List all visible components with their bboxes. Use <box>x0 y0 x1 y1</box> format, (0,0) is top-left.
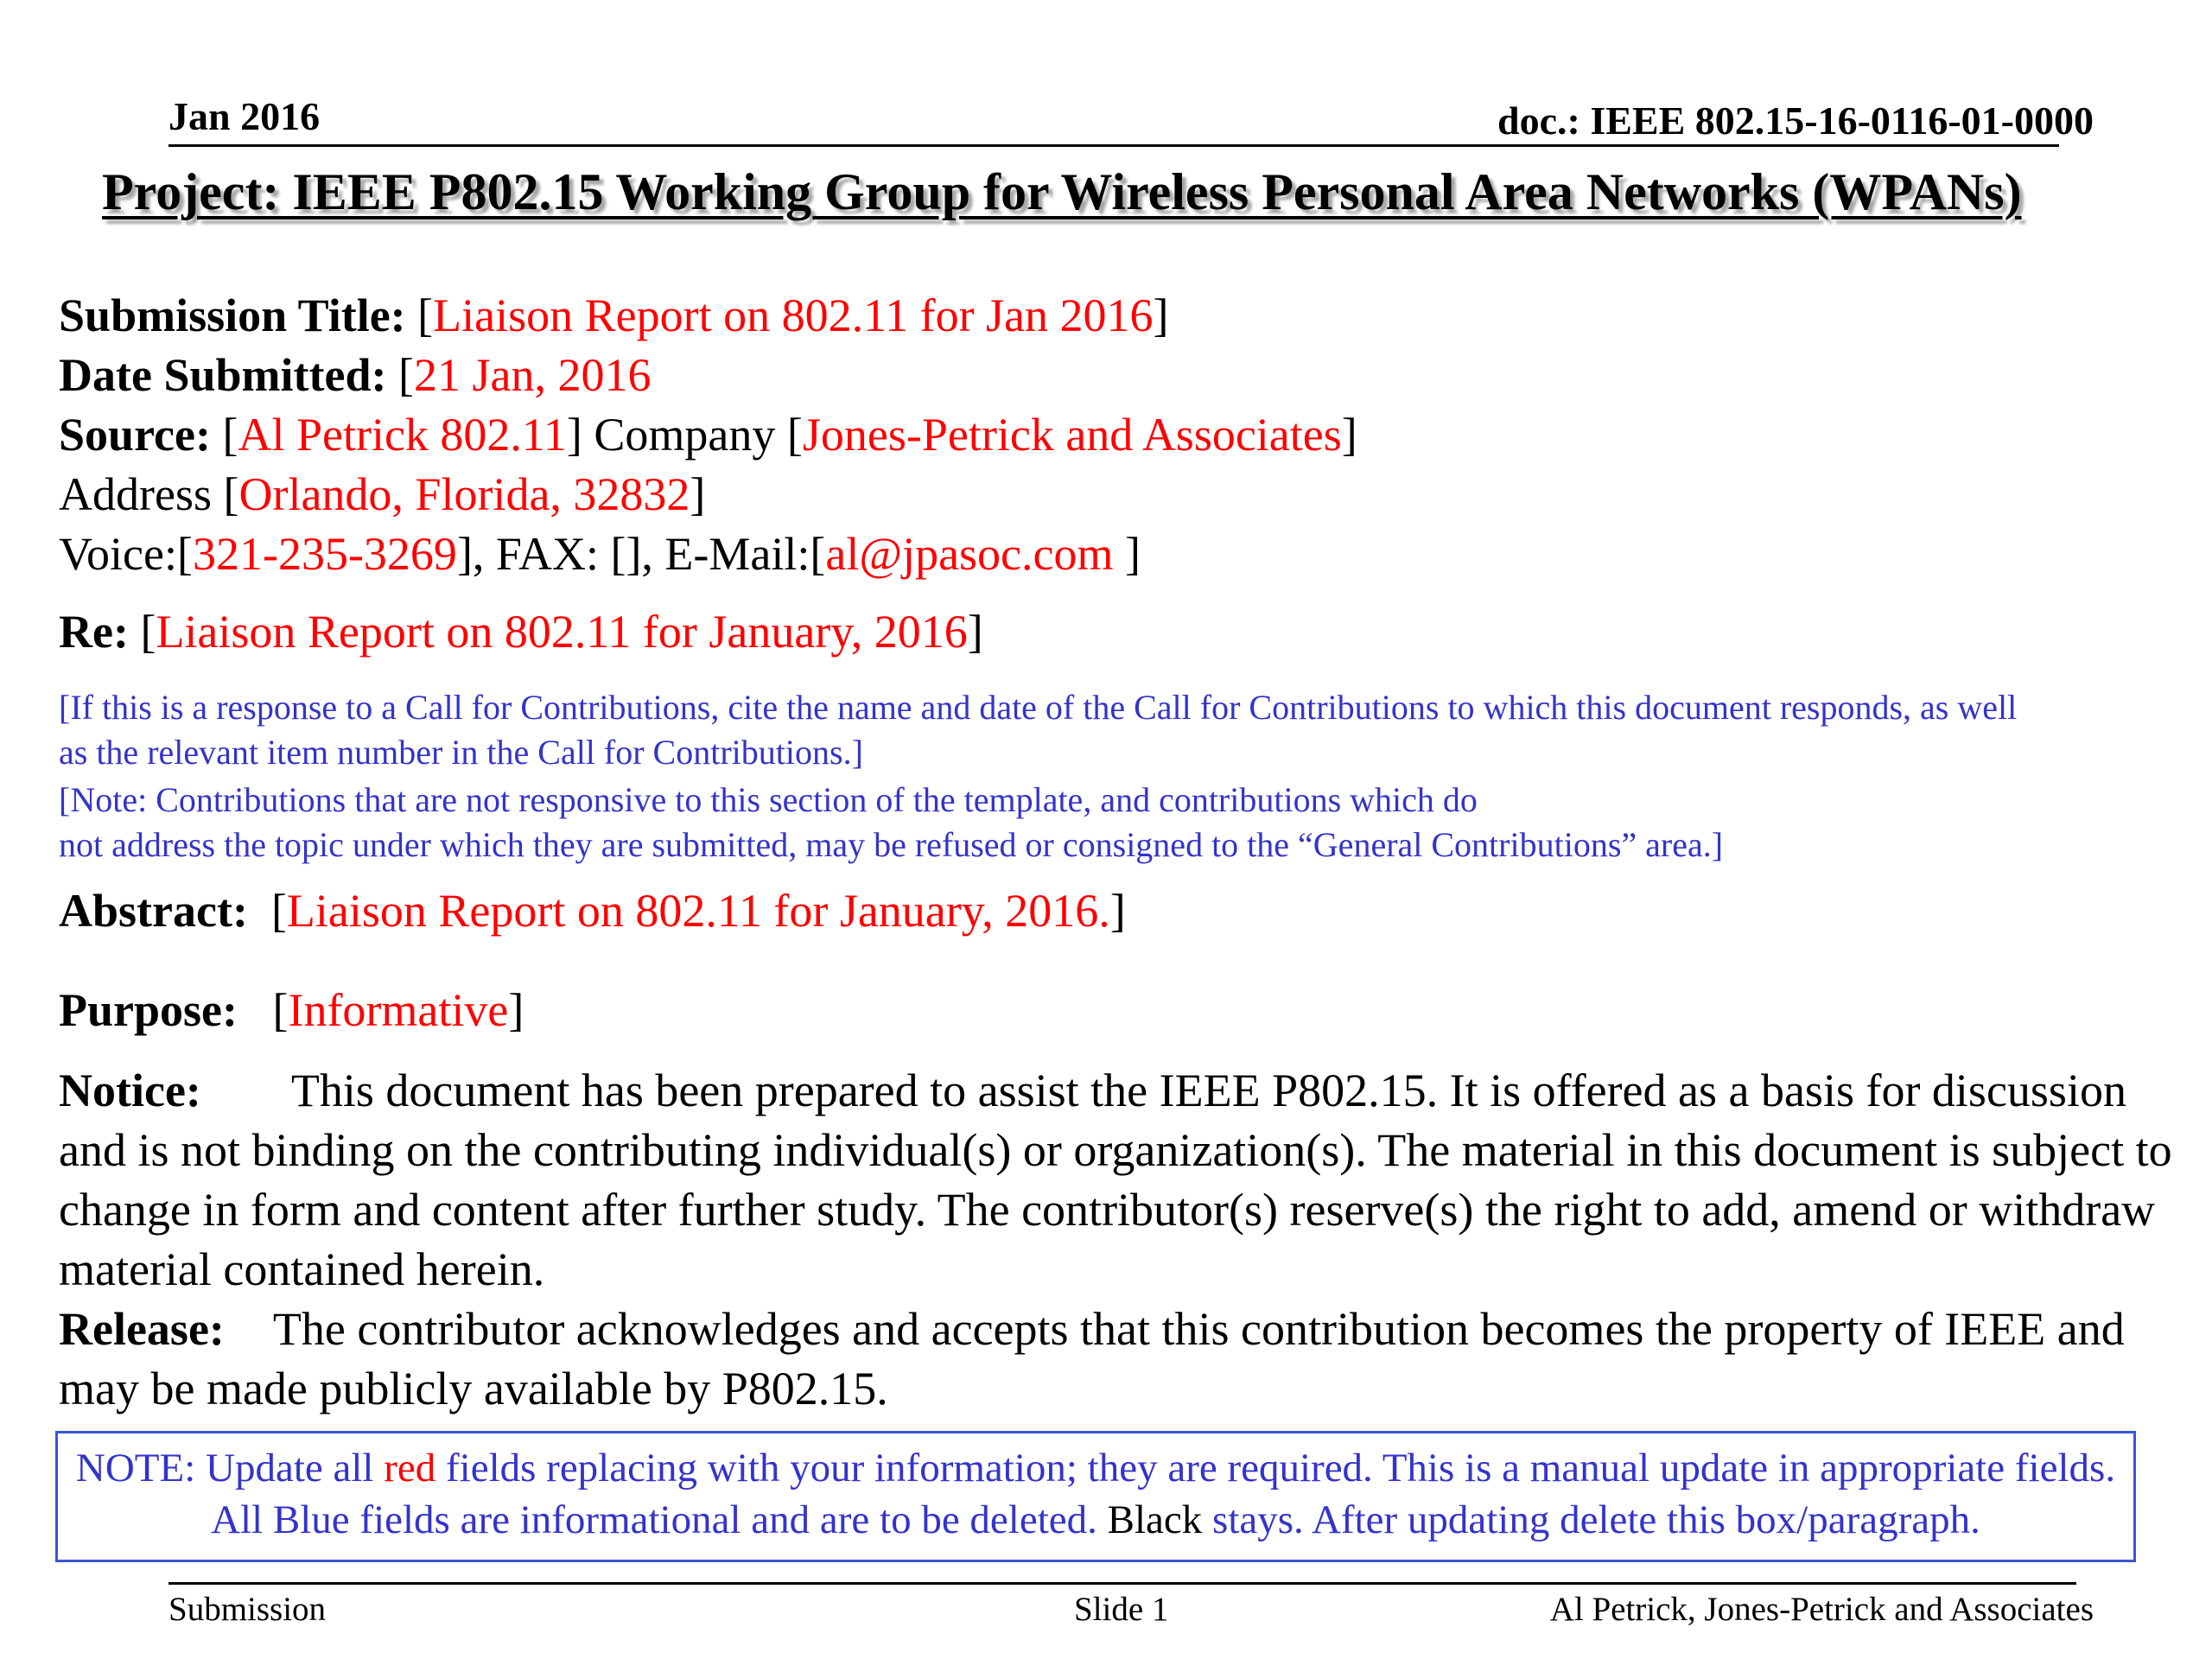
instruction-line-2: as the relevant item number in the Call for Contributions.] <box>59 733 863 772</box>
address-value[interactable]: Orlando, Florida, 32832 <box>238 468 690 520</box>
instruction-line-1: [If this is a response to a Call for Contributions, cite the name and date of the Call for Contributions to which this document responds, as well <box>59 688 2018 727</box>
source-name[interactable]: Al Petrick 802.11 <box>238 409 567 461</box>
submission-title-value[interactable]: Liaison Report on 802.11 for Jan 2016 <box>433 289 1154 341</box>
note-line-1: [Note: Contributions that are not responsive to this section of the template, and contributions which do <box>59 780 1478 819</box>
address-line: Address [Orlando, Florida, 32832] <box>59 468 706 520</box>
note-box-red-word: red <box>384 1446 436 1491</box>
project-title: Project: IEEE P802.15 Working Group for Wireless Personal Area Networks (WPANs) <box>102 163 2022 220</box>
address-label: Address <box>59 468 212 520</box>
purpose-label: Purpose: <box>59 984 238 1036</box>
submission-title-line: Submission Title: [Liaison Report on 802.11 for Jan 2016] <box>59 289 1169 341</box>
source-line: Source: [Al Petrick 802.11] Company [Jones-Petrick and Associates] <box>59 409 1357 461</box>
footer-author: Al Petrick, Jones-Petrick and Associates <box>1549 1591 2094 1628</box>
email-label: E-Mail: <box>664 528 810 580</box>
re-label: Re: <box>59 606 129 658</box>
abstract-line: Abstract: [Liaison Report on 802.11 for January, 2016.] <box>59 885 1126 937</box>
footer-rule <box>168 1582 2076 1585</box>
footer-slide-number: Slide 1 <box>1074 1591 1169 1628</box>
source-label: Source: <box>59 409 211 461</box>
company-label: Company <box>594 409 776 461</box>
fax-label: FAX: <box>495 528 599 580</box>
abstract-value[interactable]: Liaison Report on 802.11 for January, 2016. <box>286 885 1110 937</box>
voice-label: Voice: <box>59 528 177 580</box>
note-box-black-word: Black <box>1107 1497 1203 1542</box>
release-paragraph <box>59 1300 2202 1419</box>
submission-title-label: Submission Title: <box>59 289 406 341</box>
header-rule <box>168 144 2059 147</box>
company-value[interactable]: Jones-Petrick and Associates <box>802 409 1342 461</box>
release-text: The contributor acknowledges and accepts that this contribution becomes the property of IEEE and may be made publicly available by P802.15. <box>59 1303 2125 1414</box>
notice-text: This document has been prepared to assist the IEEE P802.15. It is offered as a basis for discussion and is not binding on the contributing individual(s) or organization(s). The material in this document is subject to change in form and content after further study. The contributor(s) reserve(s) the right to add, amend or withdraw material contained herein. <box>59 1065 2172 1295</box>
footer-left: Submission <box>168 1591 327 1628</box>
date-submitted-label: Date Submitted: <box>59 349 387 401</box>
notice-release-block <box>59 1061 2202 1419</box>
purpose-value[interactable]: Informative <box>288 984 509 1036</box>
re-value[interactable]: Liaison Report on 802.11 for January, 2016 <box>156 606 968 658</box>
update-note-box <box>55 1431 2136 1562</box>
header-doc-id: doc.: IEEE 802.15-16-0116-01-0000 <box>1497 99 2094 143</box>
note-box-part2: fields replacing with your information; they are required. This is a manual update in appropriate fields. All Blue fields are informational and are to be deleted. <box>211 1446 2116 1542</box>
header-date: Jan 2016 <box>168 94 321 138</box>
abstract-label: Abstract: <box>59 885 248 937</box>
note-box-part3: stays. After updating delete this box/paragraph. <box>1202 1497 1980 1542</box>
notice-label: Notice: <box>59 1065 201 1116</box>
note-box-part1: NOTE: Update all <box>75 1446 385 1491</box>
voice-value[interactable]: 321-235-3269 <box>192 528 457 580</box>
re-line: Re: [Liaison Report on 802.11 for January, 2016] <box>59 606 983 658</box>
email-value[interactable]: al@jpasoc.com <box>825 528 1114 580</box>
date-submitted-value[interactable]: 21 Jan, 2016 <box>413 349 652 401</box>
purpose-line: Purpose: [Informative] <box>59 984 524 1036</box>
release-label: Release: <box>59 1303 225 1355</box>
contact-line: Voice:[321-235-3269], FAX: [], E-Mail:[al@jpasoc.com ] <box>59 528 1141 580</box>
notice-paragraph <box>59 1061 2202 1300</box>
date-submitted-line: Date Submitted: [21 Jan, 2016 <box>59 349 652 401</box>
note-line-2: not address the topic under which they are submitted, may be refused or consigned to the “General Contributions” area.] <box>59 825 1724 864</box>
